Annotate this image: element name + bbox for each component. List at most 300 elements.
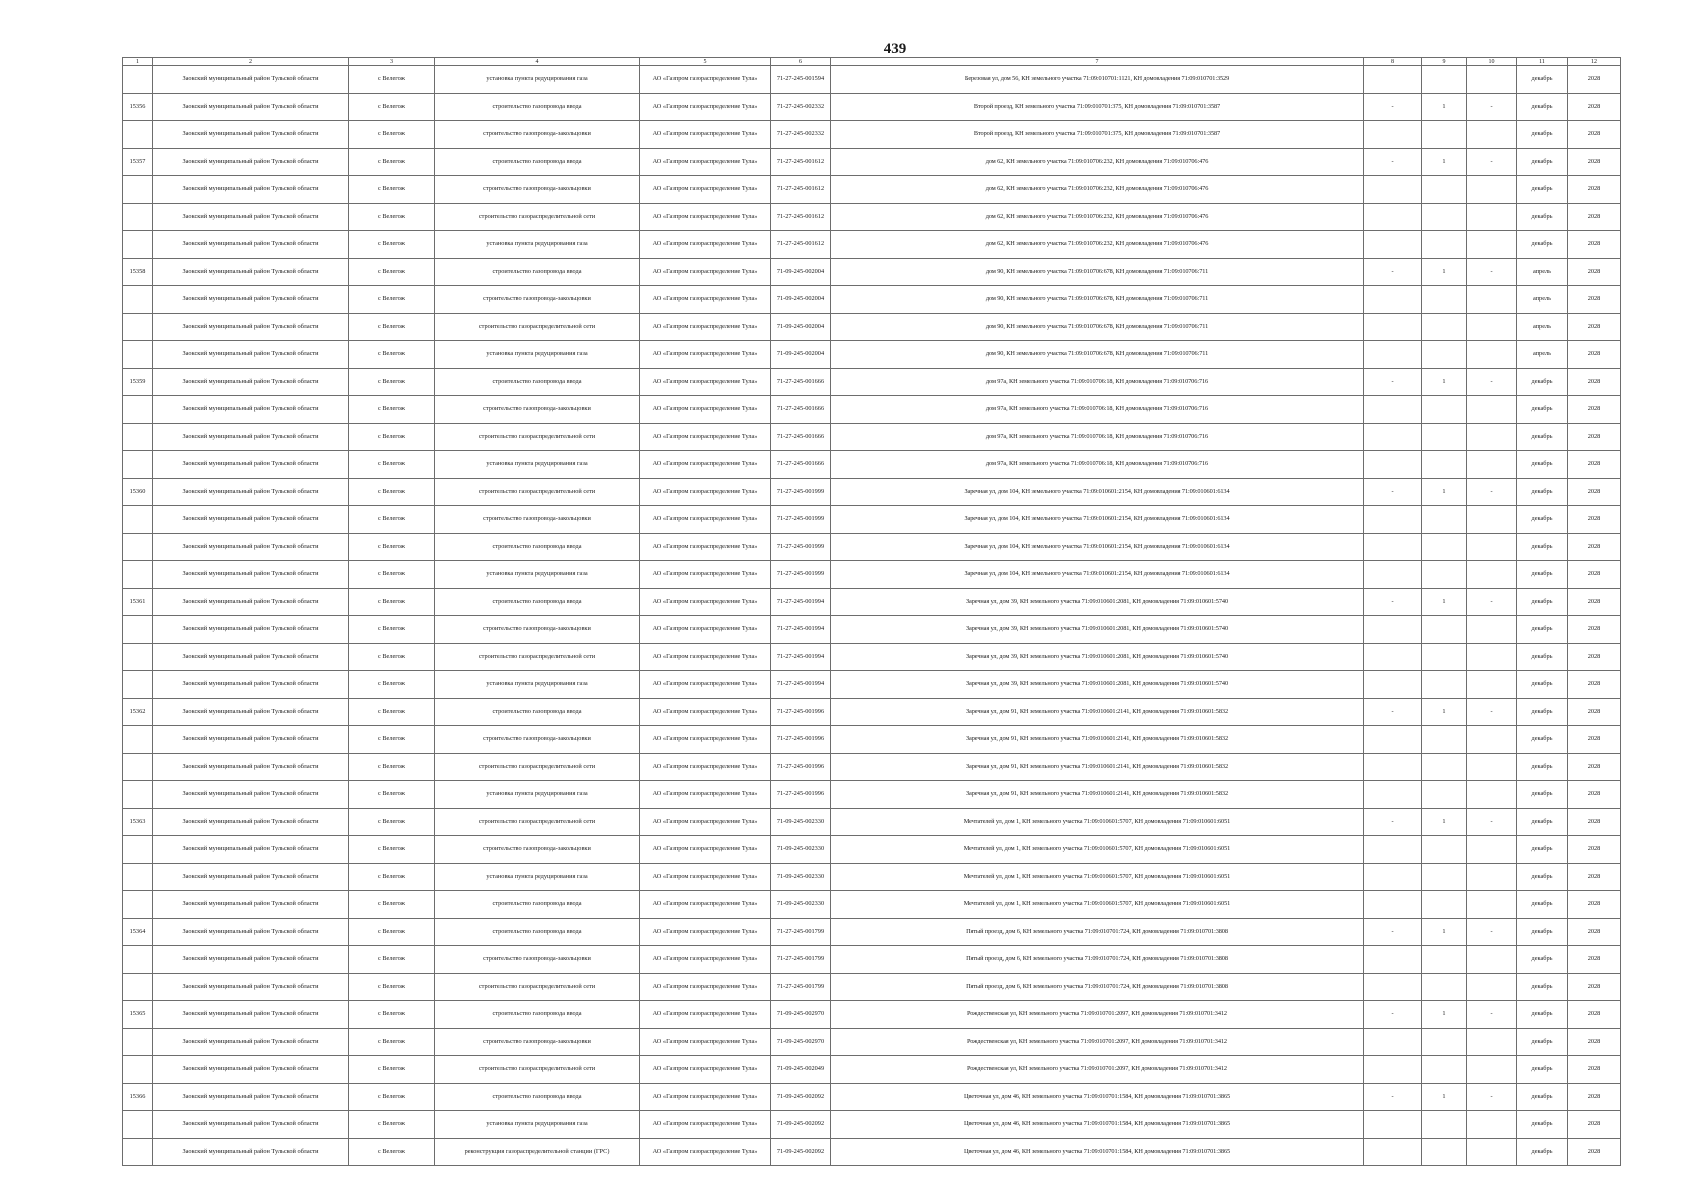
- month-cell: декабрь: [1517, 753, 1568, 781]
- address-cadastral-cell: Мечтателей ул, дом 1, КН земельного участка 71:09:010601:5707, КН домовладения 71:09:010601:6051: [831, 863, 1364, 891]
- settlement-cell: с Велегож: [349, 1001, 435, 1029]
- address-cadastral-cell: дом 62, КН земельного участка 71:09:010706:232, КН домовладения 71:09:010706:476: [831, 148, 1364, 176]
- col-8-cell: -: [1364, 368, 1422, 396]
- application-number-cell: 71-27-245-001994: [771, 616, 831, 644]
- settlement-cell: с Велегож: [349, 506, 435, 534]
- col-10-cell: [1467, 203, 1517, 231]
- table-row: [123, 313, 1621, 341]
- municipality-cell: Заокский муниципальный район Тульской области: [153, 451, 349, 479]
- address-cadastral-cell: Заречная ул, дом 91, КН земельного участка 71:09:010601:2141, КН домовладения 71:09:010601:5832: [831, 781, 1364, 809]
- address-cadastral-cell: Второй проезд, КН земельного участка 71:09:010701:375, КН домовладения 71:09:010701:3587: [831, 93, 1364, 121]
- row-number-cell: [123, 671, 153, 699]
- settlement-cell: с Велегож: [349, 891, 435, 919]
- address-cadastral-cell: Березовая ул, дом 56, КН земельного участка 71:09:010701:1121, КН домовладения 71:09:010701:3529: [831, 66, 1364, 94]
- col-9-cell: 1: [1422, 1083, 1467, 1111]
- year-cell: 2028: [1568, 918, 1621, 946]
- column-header-8: 8: [1364, 58, 1422, 66]
- col-8-cell: [1364, 643, 1422, 671]
- col-9-cell: [1422, 561, 1467, 589]
- municipality-cell: Заокский муниципальный район Тульской области: [153, 506, 349, 534]
- municipality-cell: Заокский муниципальный район Тульской области: [153, 781, 349, 809]
- year-cell: 2028: [1568, 946, 1621, 974]
- col-10-cell: [1467, 616, 1517, 644]
- row-number-cell: [123, 203, 153, 231]
- col-8-cell: [1364, 1056, 1422, 1084]
- municipality-cell: Заокский муниципальный район Тульской области: [153, 1028, 349, 1056]
- address-cadastral-cell: Рождественская ул, КН земельного участка 71:09:010701:2097, КН домовладения 71:09:010701:3412: [831, 1056, 1364, 1084]
- settlement-cell: с Велегож: [349, 423, 435, 451]
- table-row: [123, 836, 1621, 864]
- month-cell: декабрь: [1517, 93, 1568, 121]
- col-8-cell: [1364, 946, 1422, 974]
- settlement-cell: с Велегож: [349, 341, 435, 369]
- col-10-cell: [1467, 863, 1517, 891]
- address-cadastral-cell: дом 62, КН земельного участка 71:09:010706:232, КН домовладения 71:09:010706:476: [831, 176, 1364, 204]
- month-cell: апрель: [1517, 286, 1568, 314]
- municipality-cell: Заокский муниципальный район Тульской области: [153, 258, 349, 286]
- table-row: [123, 1138, 1621, 1166]
- table-row: [123, 451, 1621, 479]
- application-number-cell: 71-27-245-001612: [771, 148, 831, 176]
- row-number-cell: [123, 506, 153, 534]
- organization-cell: АО «Газпром газораспределение Тула»: [640, 1028, 771, 1056]
- application-number-cell: 71-27-245-001612: [771, 176, 831, 204]
- settlement-cell: с Велегож: [349, 698, 435, 726]
- col-9-cell: [1422, 973, 1467, 1001]
- col-8-cell: [1364, 451, 1422, 479]
- table-row: [123, 533, 1621, 561]
- settlement-cell: с Велегож: [349, 176, 435, 204]
- organization-cell: АО «Газпром газораспределение Тула»: [640, 423, 771, 451]
- municipality-cell: Заокский муниципальный район Тульской области: [153, 891, 349, 919]
- col-10-cell: [1467, 506, 1517, 534]
- application-number-cell: 71-09-245-002004: [771, 286, 831, 314]
- col-8-cell: [1364, 1028, 1422, 1056]
- work-type-cell: строительство газопровода-закольцовки: [435, 726, 640, 754]
- organization-cell: АО «Газпром газораспределение Тула»: [640, 93, 771, 121]
- col-10-cell: [1467, 423, 1517, 451]
- table-row: [123, 753, 1621, 781]
- work-type-cell: строительство газораспределительной сети: [435, 478, 640, 506]
- year-cell: 2028: [1568, 203, 1621, 231]
- address-cadastral-cell: Заречная ул, дом 91, КН земельного участка 71:09:010601:2141, КН домовладения 71:09:010601:5832: [831, 726, 1364, 754]
- col-10-cell: -: [1467, 148, 1517, 176]
- table-row: [123, 396, 1621, 424]
- table-row: [123, 176, 1621, 204]
- column-header-2: 2: [153, 58, 349, 66]
- month-cell: декабрь: [1517, 423, 1568, 451]
- settlement-cell: с Велегож: [349, 93, 435, 121]
- work-type-cell: строительство газопровода ввода: [435, 1001, 640, 1029]
- work-type-cell: строительство газораспределительной сети: [435, 423, 640, 451]
- year-cell: 2028: [1568, 698, 1621, 726]
- col-8-cell: [1364, 396, 1422, 424]
- address-cadastral-cell: Цветочная ул, дом 46, КН земельного участка 71:09:010701:1584, КН домовладения 71:09:010701:3865: [831, 1083, 1364, 1111]
- address-cadastral-cell: дом 90, КН земельного участка 71:09:010706:678, КН домовладения 71:09:010706:711: [831, 258, 1364, 286]
- col-10-cell: [1467, 1138, 1517, 1166]
- year-cell: 2028: [1568, 176, 1621, 204]
- municipality-cell: Заокский муниципальный район Тульской области: [153, 203, 349, 231]
- organization-cell: АО «Газпром газораспределение Тула»: [640, 918, 771, 946]
- col-9-cell: 1: [1422, 698, 1467, 726]
- work-type-cell: строительство газопровода-закольцовки: [435, 836, 640, 864]
- municipality-cell: Заокский муниципальный район Тульской области: [153, 671, 349, 699]
- organization-cell: АО «Газпром газораспределение Тула»: [640, 671, 771, 699]
- organization-cell: АО «Газпром газораспределение Тула»: [640, 726, 771, 754]
- col-8-cell: [1364, 836, 1422, 864]
- organization-cell: АО «Газпром газораспределение Тула»: [640, 836, 771, 864]
- address-cadastral-cell: дом 90, КН земельного участка 71:09:010706:678, КН домовладения 71:09:010706:711: [831, 341, 1364, 369]
- year-cell: 2028: [1568, 1056, 1621, 1084]
- organization-cell: АО «Газпром газораспределение Тула»: [640, 66, 771, 94]
- organization-cell: АО «Газпром газораспределение Тула»: [640, 616, 771, 644]
- row-number-cell: [123, 533, 153, 561]
- row-number-cell: 15356: [123, 93, 153, 121]
- month-cell: декабрь: [1517, 451, 1568, 479]
- organization-cell: АО «Газпром газораспределение Тула»: [640, 643, 771, 671]
- col-9-cell: [1422, 66, 1467, 94]
- application-number-cell: 71-27-245-001996: [771, 726, 831, 754]
- row-number-cell: 15361: [123, 588, 153, 616]
- settlement-cell: с Велегож: [349, 258, 435, 286]
- table-row: [123, 1111, 1621, 1139]
- month-cell: апрель: [1517, 341, 1568, 369]
- month-cell: декабрь: [1517, 726, 1568, 754]
- organization-cell: АО «Газпром газораспределение Тула»: [640, 753, 771, 781]
- application-number-cell: 71-09-245-002330: [771, 863, 831, 891]
- application-number-cell: 71-09-245-002004: [771, 341, 831, 369]
- month-cell: декабрь: [1517, 616, 1568, 644]
- application-number-cell: 71-27-245-001666: [771, 396, 831, 424]
- application-number-cell: 71-27-245-001799: [771, 918, 831, 946]
- address-cadastral-cell: Мечтателей ул, дом 1, КН земельного участка 71:09:010601:5707, КН домовладения 71:09:010601:6051: [831, 836, 1364, 864]
- application-number-cell: 71-09-245-002004: [771, 258, 831, 286]
- organization-cell: АО «Газпром газораспределение Тула»: [640, 478, 771, 506]
- address-cadastral-cell: Заречная ул, дом 39, КН земельного участка 71:09:010601:2081, КН домовладения 71:09:010601:5740: [831, 588, 1364, 616]
- organization-cell: АО «Газпром газораспределение Тула»: [640, 533, 771, 561]
- year-cell: 2028: [1568, 836, 1621, 864]
- address-cadastral-cell: Заречная ул, дом 104, КН земельного участка 71:09:010601:2154, КН домовладения 71:09:010601:6134: [831, 506, 1364, 534]
- address-cadastral-cell: дом 97а, КН земельного участка 71:09:010706:18, КН домовладения 71:09:010706:716: [831, 423, 1364, 451]
- application-number-cell: 71-27-245-001994: [771, 643, 831, 671]
- work-type-cell: строительство газопровода ввода: [435, 368, 640, 396]
- month-cell: декабрь: [1517, 121, 1568, 149]
- municipality-cell: Заокский муниципальный район Тульской области: [153, 863, 349, 891]
- address-cadastral-cell: Пятый проезд, дом 6, КН земельного участка 71:09:010701:724, КН домовладения 71:09:010701:3808: [831, 918, 1364, 946]
- col-8-cell: -: [1364, 258, 1422, 286]
- address-cadastral-cell: Заречная ул, дом 39, КН земельного участка 71:09:010601:2081, КН домовладения 71:09:010601:5740: [831, 671, 1364, 699]
- table-row: [123, 781, 1621, 809]
- year-cell: 2028: [1568, 891, 1621, 919]
- col-8-cell: -: [1364, 918, 1422, 946]
- col-10-cell: -: [1467, 698, 1517, 726]
- year-cell: 2028: [1568, 258, 1621, 286]
- col-9-cell: [1422, 451, 1467, 479]
- row-number-cell: [123, 341, 153, 369]
- settlement-cell: с Велегож: [349, 231, 435, 259]
- row-number-cell: 15365: [123, 1001, 153, 1029]
- application-number-cell: 71-27-245-001999: [771, 561, 831, 589]
- col-8-cell: [1364, 176, 1422, 204]
- row-number-cell: [123, 836, 153, 864]
- organization-cell: АО «Газпром газораспределение Тула»: [640, 863, 771, 891]
- row-number-cell: 15357: [123, 148, 153, 176]
- col-9-cell: [1422, 203, 1467, 231]
- row-number-cell: [123, 863, 153, 891]
- work-type-cell: установка пункта редуцирования газа: [435, 671, 640, 699]
- col-8-cell: [1364, 891, 1422, 919]
- col-9-cell: [1422, 286, 1467, 314]
- col-10-cell: -: [1467, 1001, 1517, 1029]
- col-9-cell: [1422, 1056, 1467, 1084]
- col-8-cell: -: [1364, 1001, 1422, 1029]
- col-8-cell: [1364, 341, 1422, 369]
- month-cell: декабрь: [1517, 368, 1568, 396]
- year-cell: 2028: [1568, 671, 1621, 699]
- col-8-cell: [1364, 506, 1422, 534]
- settlement-cell: с Велегож: [349, 286, 435, 314]
- col-8-cell: -: [1364, 588, 1422, 616]
- municipality-cell: Заокский муниципальный район Тульской области: [153, 231, 349, 259]
- work-type-cell: строительство газопровода-закольцовки: [435, 946, 640, 974]
- col-10-cell: -: [1467, 588, 1517, 616]
- settlement-cell: с Велегож: [349, 451, 435, 479]
- municipality-cell: Заокский муниципальный район Тульской области: [153, 1083, 349, 1111]
- work-type-cell: строительство газораспределительной сети: [435, 203, 640, 231]
- year-cell: 2028: [1568, 368, 1621, 396]
- row-number-cell: [123, 891, 153, 919]
- col-9-cell: [1422, 1028, 1467, 1056]
- row-number-cell: [123, 946, 153, 974]
- col-9-cell: [1422, 423, 1467, 451]
- year-cell: 2028: [1568, 1111, 1621, 1139]
- month-cell: декабрь: [1517, 506, 1568, 534]
- municipality-cell: Заокский муниципальный район Тульской области: [153, 698, 349, 726]
- table-row: [123, 1083, 1621, 1111]
- row-number-cell: 15360: [123, 478, 153, 506]
- organization-cell: АО «Газпром газораспределение Тула»: [640, 1138, 771, 1166]
- work-type-cell: строительство газопровода ввода: [435, 148, 640, 176]
- application-number-cell: 71-27-245-001666: [771, 423, 831, 451]
- application-number-cell: 71-27-245-001994: [771, 671, 831, 699]
- year-cell: 2028: [1568, 533, 1621, 561]
- work-type-cell: строительство газораспределительной сети: [435, 313, 640, 341]
- application-number-cell: 71-27-245-001999: [771, 478, 831, 506]
- month-cell: декабрь: [1517, 66, 1568, 94]
- year-cell: 2028: [1568, 286, 1621, 314]
- municipality-cell: Заокский муниципальный район Тульской области: [153, 176, 349, 204]
- row-number-cell: [123, 1056, 153, 1084]
- col-9-cell: [1422, 753, 1467, 781]
- col-10-cell: [1467, 946, 1517, 974]
- table-row: [123, 698, 1621, 726]
- row-number-cell: [123, 313, 153, 341]
- table-row: [123, 423, 1621, 451]
- year-cell: 2028: [1568, 616, 1621, 644]
- col-8-cell: [1364, 973, 1422, 1001]
- table-row: [123, 918, 1621, 946]
- col-10-cell: [1467, 891, 1517, 919]
- col-10-cell: -: [1467, 368, 1517, 396]
- col-9-cell: [1422, 341, 1467, 369]
- col-8-cell: [1364, 561, 1422, 589]
- table-row: [123, 286, 1621, 314]
- settlement-cell: с Велегож: [349, 616, 435, 644]
- application-number-cell: 71-27-245-001799: [771, 973, 831, 1001]
- work-type-cell: строительство газопровода ввода: [435, 698, 640, 726]
- col-10-cell: [1467, 231, 1517, 259]
- row-number-cell: [123, 726, 153, 754]
- municipality-cell: Заокский муниципальный район Тульской области: [153, 313, 349, 341]
- organization-cell: АО «Газпром газораспределение Тула»: [640, 808, 771, 836]
- month-cell: декабрь: [1517, 588, 1568, 616]
- work-type-cell: строительство газопровода ввода: [435, 918, 640, 946]
- col-10-cell: [1467, 1111, 1517, 1139]
- row-number-cell: [123, 1028, 153, 1056]
- work-type-cell: строительство газопровода ввода: [435, 533, 640, 561]
- month-cell: декабрь: [1517, 643, 1568, 671]
- year-cell: 2028: [1568, 781, 1621, 809]
- organization-cell: АО «Газпром газораспределение Тула»: [640, 396, 771, 424]
- address-cadastral-cell: Заречная ул, дом 39, КН земельного участка 71:09:010601:2081, КН домовладения 71:09:010601:5740: [831, 616, 1364, 644]
- settlement-cell: с Велегож: [349, 1138, 435, 1166]
- col-9-cell: [1422, 616, 1467, 644]
- application-number-cell: 71-09-245-002330: [771, 836, 831, 864]
- settlement-cell: с Велегож: [349, 836, 435, 864]
- col-10-cell: [1467, 836, 1517, 864]
- organization-cell: АО «Газпром газораспределение Тула»: [640, 946, 771, 974]
- col-8-cell: [1364, 726, 1422, 754]
- row-number-cell: 15366: [123, 1083, 153, 1111]
- address-cadastral-cell: Мечтателей ул, дом 1, КН земельного участка 71:09:010601:5707, КН домовладения 71:09:010601:6051: [831, 891, 1364, 919]
- work-type-cell: строительство газораспределительной сети: [435, 808, 640, 836]
- col-8-cell: -: [1364, 478, 1422, 506]
- row-number-cell: 15364: [123, 918, 153, 946]
- work-type-cell: строительство газораспределительной сети: [435, 643, 640, 671]
- col-8-cell: [1364, 863, 1422, 891]
- table-row: [123, 66, 1621, 94]
- application-number-cell: 71-27-245-001996: [771, 781, 831, 809]
- col-10-cell: -: [1467, 918, 1517, 946]
- work-type-cell: строительство газораспределительной сети: [435, 973, 640, 1001]
- year-cell: 2028: [1568, 643, 1621, 671]
- municipality-cell: Заокский муниципальный район Тульской области: [153, 341, 349, 369]
- col-10-cell: [1467, 781, 1517, 809]
- col-8-cell: [1364, 781, 1422, 809]
- address-cadastral-cell: Заречная ул, дом 39, КН земельного участка 71:09:010601:2081, КН домовладения 71:09:010601:5740: [831, 643, 1364, 671]
- month-cell: декабрь: [1517, 808, 1568, 836]
- col-10-cell: [1467, 313, 1517, 341]
- address-cadastral-cell: Рождественская ул, КН земельного участка 71:09:010701:2097, КН домовладения 71:09:010701:3412: [831, 1001, 1364, 1029]
- application-number-cell: 71-27-245-001799: [771, 946, 831, 974]
- organization-cell: АО «Газпром газораспределение Тула»: [640, 231, 771, 259]
- col-10-cell: -: [1467, 93, 1517, 121]
- year-cell: 2028: [1568, 973, 1621, 1001]
- municipality-cell: Заокский муниципальный район Тульской области: [153, 643, 349, 671]
- table-row: [123, 368, 1621, 396]
- col-10-cell: [1467, 643, 1517, 671]
- row-number-cell: [123, 1111, 153, 1139]
- col-10-cell: [1467, 286, 1517, 314]
- organization-cell: АО «Газпром газораспределение Тула»: [640, 203, 771, 231]
- col-10-cell: [1467, 341, 1517, 369]
- organization-cell: АО «Газпром газораспределение Тула»: [640, 368, 771, 396]
- col-10-cell: [1467, 66, 1517, 94]
- work-type-cell: строительство газопровода ввода: [435, 1083, 640, 1111]
- year-cell: 2028: [1568, 396, 1621, 424]
- col-8-cell: [1364, 313, 1422, 341]
- col-10-cell: [1467, 671, 1517, 699]
- work-type-cell: установка пункта редуцирования газа: [435, 66, 640, 94]
- organization-cell: АО «Газпром газораспределение Тула»: [640, 973, 771, 1001]
- col-9-cell: 1: [1422, 368, 1467, 396]
- work-type-cell: строительство газопровода-закольцовки: [435, 616, 640, 644]
- table-row: [123, 258, 1621, 286]
- municipality-cell: Заокский муниципальный район Тульской области: [153, 286, 349, 314]
- column-header-7: 7: [831, 58, 1364, 66]
- col-9-cell: [1422, 176, 1467, 204]
- register-table: [122, 57, 1621, 1166]
- year-cell: 2028: [1568, 231, 1621, 259]
- table-row: [123, 671, 1621, 699]
- organization-cell: АО «Газпром газораспределение Тула»: [640, 286, 771, 314]
- application-number-cell: 71-09-245-002330: [771, 808, 831, 836]
- organization-cell: АО «Газпром газораспределение Тула»: [640, 561, 771, 589]
- work-type-cell: строительство газораспределительной сети: [435, 1056, 640, 1084]
- application-number-cell: 71-09-245-002970: [771, 1028, 831, 1056]
- year-cell: 2028: [1568, 423, 1621, 451]
- work-type-cell: установка пункта редуцирования газа: [435, 863, 640, 891]
- address-cadastral-cell: дом 62, КН земельного участка 71:09:010706:232, КН домовладения 71:09:010706:476: [831, 203, 1364, 231]
- application-number-cell: 71-09-245-002970: [771, 1001, 831, 1029]
- col-10-cell: -: [1467, 1083, 1517, 1111]
- work-type-cell: строительство газопровода ввода: [435, 258, 640, 286]
- table-row: [123, 643, 1621, 671]
- work-type-cell: строительство газопровода ввода: [435, 93, 640, 121]
- col-10-cell: -: [1467, 258, 1517, 286]
- col-10-cell: [1467, 753, 1517, 781]
- work-type-cell: установка пункта редуцирования газа: [435, 561, 640, 589]
- settlement-cell: с Велегож: [349, 588, 435, 616]
- table-row: [123, 561, 1621, 589]
- month-cell: апрель: [1517, 258, 1568, 286]
- application-number-cell: 71-09-245-002092: [771, 1111, 831, 1139]
- col-9-cell: 1: [1422, 148, 1467, 176]
- settlement-cell: с Велегож: [349, 973, 435, 1001]
- settlement-cell: с Велегож: [349, 1056, 435, 1084]
- municipality-cell: Заокский муниципальный район Тульской области: [153, 533, 349, 561]
- month-cell: декабрь: [1517, 561, 1568, 589]
- application-number-cell: 71-09-245-002092: [771, 1138, 831, 1166]
- year-cell: 2028: [1568, 478, 1621, 506]
- table-row: [123, 946, 1621, 974]
- col-10-cell: [1467, 973, 1517, 1001]
- col-10-cell: [1467, 396, 1517, 424]
- application-number-cell: 71-27-245-001996: [771, 698, 831, 726]
- year-cell: 2028: [1568, 726, 1621, 754]
- month-cell: декабрь: [1517, 396, 1568, 424]
- row-number-cell: [123, 396, 153, 424]
- table-row: [123, 973, 1621, 1001]
- settlement-cell: с Велегож: [349, 66, 435, 94]
- settlement-cell: с Велегож: [349, 643, 435, 671]
- row-number-cell: [123, 781, 153, 809]
- application-number-cell: 71-27-245-001666: [771, 451, 831, 479]
- organization-cell: АО «Газпром газораспределение Тула»: [640, 891, 771, 919]
- address-cadastral-cell: Заречная ул, дом 91, КН земельного участка 71:09:010601:2141, КН домовладения 71:09:010601:5832: [831, 753, 1364, 781]
- row-number-cell: 15363: [123, 808, 153, 836]
- work-type-cell: установка пункта редуцирования газа: [435, 231, 640, 259]
